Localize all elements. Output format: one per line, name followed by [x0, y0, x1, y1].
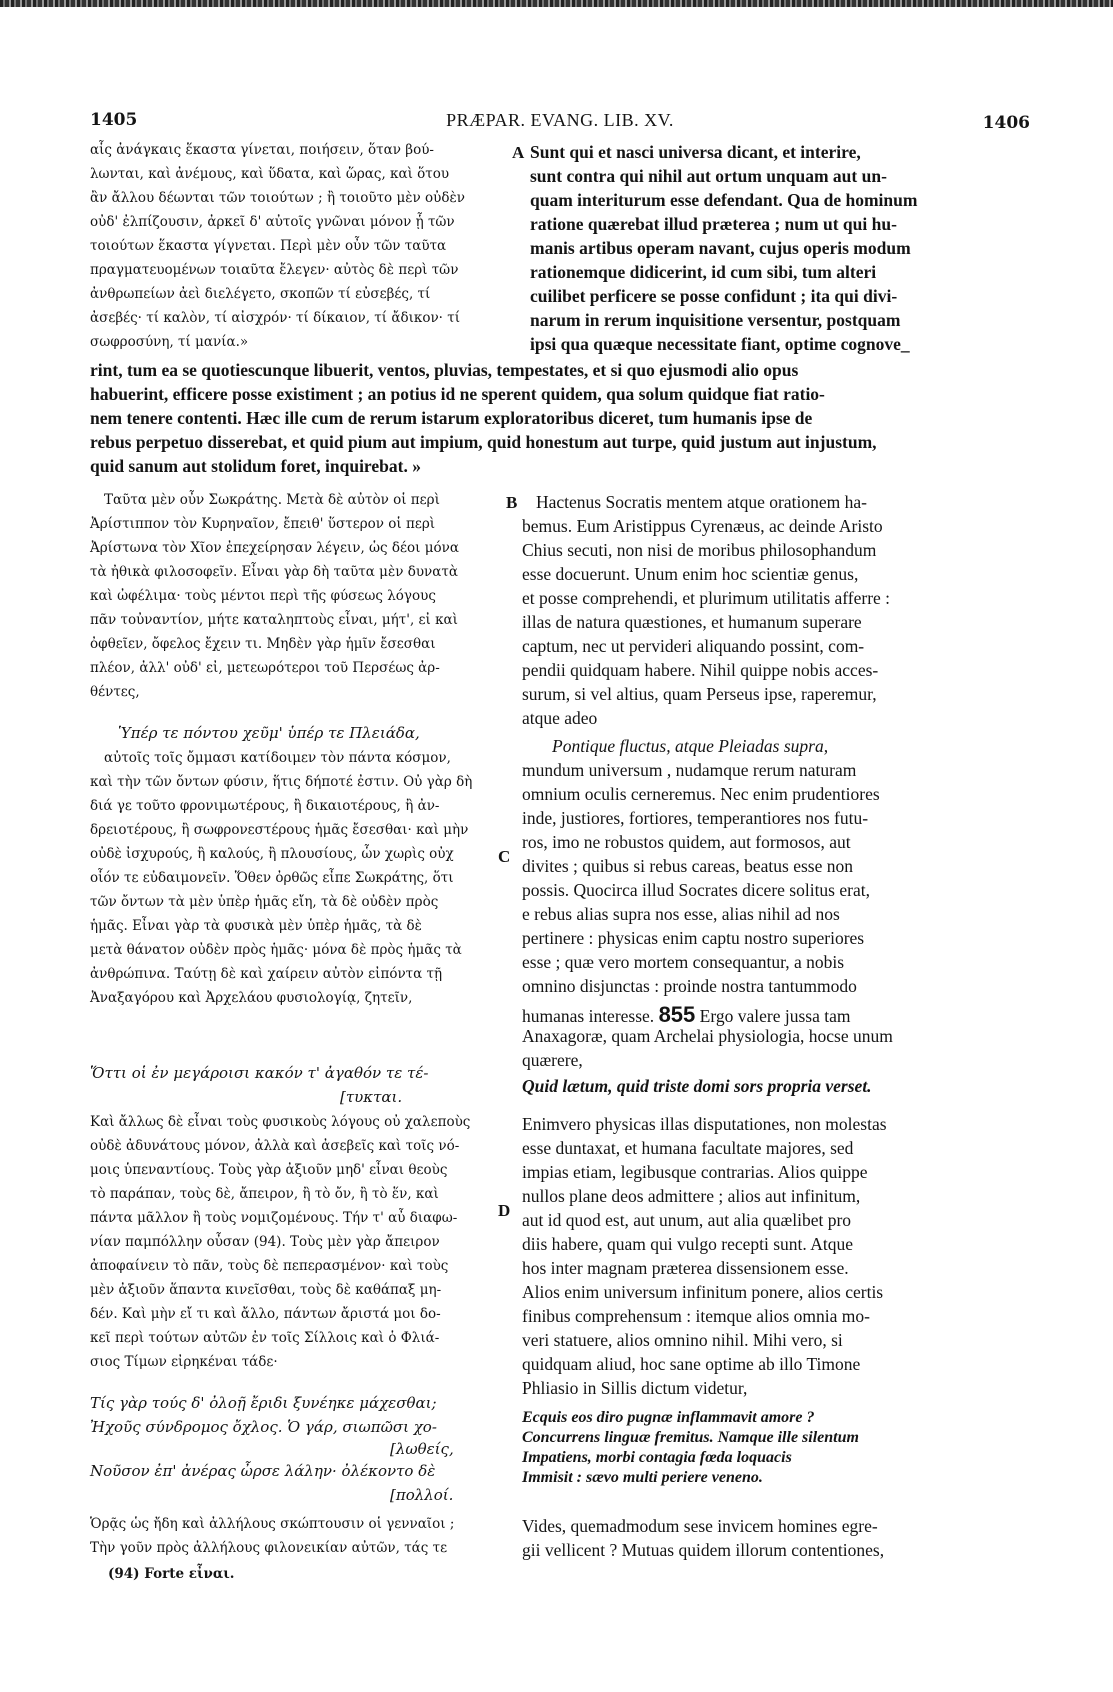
latin-line: finibus comprehensum : itemque alios omnia mo-: [522, 1306, 870, 1326]
latin-line: quidquam aliud, hoc sane optime ab illo Timone: [522, 1354, 861, 1374]
page-number-right: 1406: [982, 113, 1030, 133]
latin-line: aut id quod est, aut unum, aut alia quælibet pro: [522, 1210, 852, 1230]
latin-verse: Pontique fluctus, atque Pleiadas supra,: [552, 736, 829, 756]
greek-line: δέν. Καὶ μὴν εἴ τι καὶ ἄλλο, πάντων ἄριστά μοι δο-: [90, 1306, 441, 1322]
latin-line: omnino disjunctas : proinde nostra tantummodo: [522, 976, 857, 996]
latin-line: atque adeo: [522, 708, 598, 728]
latin-line: captum, nec ut pervideri aliquando possint, com-: [522, 636, 865, 656]
latin-line: mundum universum , nudamque rerum naturam: [522, 760, 857, 780]
scan-top-edge: [0, 0, 1113, 7]
greek-line: λωνται, καὶ ἀνέμους, καὶ ὕδατα, καὶ ὥρας, καὶ ὅτου: [90, 166, 450, 182]
greek-line: νίαν παμπόλλην οὖσαν (94). Τοὺς μὲν γὰρ ἄπειρον: [90, 1234, 440, 1250]
section-marker-a: A: [512, 143, 525, 162]
greek-line: πάντα μᾶλλον ἢ τοὺς νομιζομένους. Τήν τ' αὖ διαφω-: [90, 1210, 458, 1226]
latin-line: esse ; quæ vero mortem consequantur, a nobis: [522, 952, 845, 972]
greek-line: σωφροσύνη, τί μανία.»: [90, 334, 249, 350]
greek-verse: [τυκται.: [340, 1088, 403, 1106]
greek-line: μετὰ θάνατον οὐδὲν πρὸς ἡμᾶς· μόνα δὲ πρὸς ἡμᾶς τὰ: [90, 942, 462, 958]
greek-verse: Ὅττι οἱ ἐν μεγάροισι κακόν τ' ἀγαθόν τε τέ-: [90, 1064, 429, 1082]
greek-line: ἀποφαίνειν τὸ πᾶν, τοὺς δὲ πεπερασμένον· καὶ τοὺς: [90, 1258, 449, 1274]
greek-line: αὐτοῖς τοῖς ὄμμασι κατίδοιμεν τὸν πάντα κόσμον,: [104, 750, 451, 766]
latin-line: Phliasio in Sillis dictum videtur,: [522, 1378, 748, 1398]
greek-line: πραγματευομένων τοιαῦτα ἔλεγεν· αὐτὸς δὲ περὶ τῶν: [90, 262, 459, 278]
greek-line: πλέον, ἀλλ' οὐδ' εἰ, μετεωρότεροι τοῦ Περσέως ἀρ-: [90, 660, 440, 676]
latin-verse: Impatiens, morbi contagia fœda loquacis: [522, 1449, 792, 1466]
latin-line: narum in rerum inquisitione versentur, postquam: [530, 310, 901, 330]
latin-verse: Concurrens linguæ fremitus. Namque ille silentum: [522, 1429, 859, 1446]
greek-verse: Τίς γὰρ τούς δ' ὀλοῇ ἔριδι ξυνέηκε μάχεσθαι;: [90, 1394, 437, 1412]
latin-verse: Immisit : sævo multi periere veneno.: [522, 1469, 763, 1486]
greek-line: Ἀρίστωνα τὸν Χῖον ἐπεχείρησαν λέγειν, ὡς δέοι μόνα: [90, 540, 459, 556]
greek-line: τῶν ὄντων τὰ μὲν ὑπὲρ ἡμᾶς εἴη, τὰ δὲ οὐδὲν πρὸς: [90, 894, 439, 910]
latin-line: ipsi qua quæque necessitate fiant, optime cognove_: [530, 334, 910, 354]
greek-line: ἂν ἄλλου δέωνται τῶν τοιούτων ; ἢ τοιοῦτο μὲν οὐδὲν: [90, 190, 465, 206]
greek-line: μοις ὑπεναντίους. Τοὺς γὰρ ἀξιοῦν μηδ' εἶναι θεοὺς: [90, 1162, 448, 1178]
greek-line: ἀνθρωπείων ἀεὶ διελέγετο, σκοπῶν τί εὐσεβές, τί: [90, 286, 431, 302]
greek-line: Τὴν γοῦν πρὸς ἀλλήλους φιλονεικίαν αὐτῶν, τάς τε: [90, 1540, 448, 1556]
latin-line: nem tenere contenti. Hæc ille cum de rerum istarum exploratoribus diceret, tum humanis ipse de: [90, 408, 813, 428]
latin-line: ros, imo ne robustos quidem, aut formosos, aut: [522, 832, 851, 852]
greek-line: ἀνθρώπινα. Ταύτῃ δὲ καὶ χαίρειν αὐτὸν εἰπόντα τῇ: [90, 966, 443, 982]
greek-line: οἷόν τε εὐδαιμονεῖν. Ὅθεν ὀρθῶς εἶπε Σωκράτης, ὅτι: [90, 870, 454, 886]
latin-line: nullos plane deos admittere ; alios aut infinitum,: [522, 1186, 861, 1206]
latin-line: divites ; quibus si rebus careas, beatus esse non: [522, 856, 853, 876]
section-marker-c: C: [498, 847, 511, 866]
greek-verse: Νοῦσον ἐπ' ἀνέρας ὦρσε λάλην· ὀλέκοντο δὲ: [90, 1462, 436, 1480]
greek-line: κεῖ περὶ τούτων αὐτῶν ἐν τοῖς Σίλλοις καὶ ὁ Φλιά-: [90, 1330, 440, 1346]
greek-line: ἡμᾶς. Εἶναι γὰρ τὰ φυσικὰ μὲν ὑπὲρ ἡμᾶς, τὰ δὲ: [90, 918, 422, 934]
running-head: [90, 110, 1030, 136]
edition-page-marker: 855: [658, 1002, 696, 1027]
latin-line: manis artibus operam navant, cujus operis modum: [530, 238, 911, 258]
greek-verse: Ἠχοῦς σύνδρομος ὄχλος. Ὁ γάρ, σιωπῶσι χο-: [90, 1418, 437, 1436]
greek-verse: Ὑπέρ τε πόντου χεῦμ' ὑπέρ τε Πλειάδα,: [118, 724, 420, 742]
latin-line: rint, tum ea se quotiescunque libuerit, ventos, pluvias, tempestates, et si quo ejusmodi alio opus: [90, 360, 799, 380]
latin-line: surum, si vel altius, quam Perseus ipse, raperemur,: [522, 684, 877, 704]
greek-line: θέντες,: [90, 684, 140, 700]
greek-line: μὲν ἀξιοῦν ἅπαντα κινεῖσθαι, τοὺς δὲ καθάπαξ μη-: [90, 1282, 442, 1298]
greek-line: Καὶ ἄλλως δὲ εἶναι τοὺς φυσικοὺς λόγους οὐ χαλεποὺς: [90, 1114, 471, 1130]
latin-line: Enimvero physicas illas disputationes, non molestas: [522, 1114, 887, 1134]
greek-line: σιος Τίμων εἰρηκέναι τάδε·: [90, 1354, 278, 1370]
greek-line: Ὁρᾷς ὡς ἤδη καὶ ἀλλήλους σκώπτουσιν οἱ γενναῖοι ;: [90, 1516, 455, 1532]
latin-line: rationemque didicerint, id cum sibi, tum alteri: [530, 262, 877, 282]
latin-line: Sunt qui et nasci universa dicant, et interire,: [530, 142, 861, 162]
greek-line: διά γε τοῦτο φρονιμωτέρους, ἢ δικαιοτέρους, ἢ ἀν-: [90, 798, 440, 814]
latin-line: diis habere, quam qui vulgo recepti sunt. Atque: [522, 1234, 853, 1254]
page-number-left: 1405: [90, 110, 138, 130]
latin-line: Hactenus Socratis mentem atque orationem ha-: [536, 492, 867, 512]
latin-line: illas de natura quæstiones, et humanum superare: [522, 612, 862, 632]
greek-line: τὸ παράπαν, τοὺς δὲ, ἄπειρον, ἢ τὸ ὄν, ἢ τὸ ἕν, καὶ: [90, 1186, 439, 1202]
greek-line: Ἀρίστιππον τὸν Κυρηναῖον, ἔπειθ' ὕστερον οἱ περὶ: [90, 516, 436, 532]
greek-line: δρειοτέρους, ἢ σωφρονεστέρους ἡμᾶς ἔσεσθαι· καὶ μὴν: [90, 822, 469, 838]
latin-line: et posse comprehendi, et plurimum utilitatis afferre :: [522, 588, 891, 608]
latin-text: humanas interesse.: [522, 1006, 655, 1026]
latin-line: rebus perpetuo disserebat, et quid pium aut impium, quid honestum aut turpe, quid justum aut injustum,: [90, 432, 877, 452]
latin-line: e rebus alias supra nos esse, alias nihil ad nos: [522, 904, 840, 924]
greek-line: οὐδὲ ἀδυνάτους μόνον, ἀλλὰ καὶ ἀσεβεῖς καὶ τοῖς νό-: [90, 1138, 460, 1154]
latin-line: bemus. Eum Aristippus Cyrenæus, ac deinde Aristo: [522, 516, 883, 536]
latin-line: esse duntaxat, et humana facultate majores, sed: [522, 1138, 854, 1158]
latin-line: quam interiturum esse defendant. Qua de hominum: [530, 190, 918, 210]
running-title: PRÆPAR. EVANG. LIB. XV.: [446, 110, 674, 130]
latin-line: habuerint, efficere posse existiment ; an potius id ne sperent quidem, qua solum quidque fiat ratio-: [90, 384, 825, 404]
latin-line: pendii quidquam habere. Nihil quippe nobis acces-: [522, 660, 879, 680]
latin-verse: Quid lætum, quid triste domi sors propria verset.: [522, 1076, 872, 1096]
greek-line: Ἀναξαγόρου καὶ Ἀρχελάου φυσιολογίᾳ, ζητεῖν,: [90, 990, 413, 1006]
latin-line: omnium oculis cerneremus. Nec enim prudentiores: [522, 784, 880, 804]
latin-line: Anaxagoræ, quam Archelai physiologia, hocse unum: [522, 1026, 893, 1046]
latin-line: ratione quærebat illud præterea ; num ut qui hu-: [530, 214, 897, 234]
greek-line: πᾶν τοὐναντίον, μήτε καταληπτοὺς εἶναι, μήτ', εἰ καὶ: [90, 612, 458, 628]
greek-verse: [πολλοί.: [390, 1486, 454, 1504]
latin-text: Ergo valere jussa tam: [699, 1006, 851, 1026]
greek-line: ὀφθεῖεν, ὄφελος ἔχειν τι. Μηδὲν γὰρ ἡμῖν ἔσεσθαι: [90, 636, 436, 652]
greek-line: ἀσεβές· τί καλὸν, τί αἰσχρόν· τί δίκαιον, τί ἄδικον· τί: [90, 310, 461, 326]
greek-verse: [λωθείς,: [390, 1440, 454, 1458]
latin-line: esse docuerunt. Unum enim hoc scientiæ genus,: [522, 564, 859, 584]
section-marker-b: B: [506, 493, 518, 512]
greek-line: Ταῦτα μὲν οὖν Σωκράτης. Μετὰ δὲ αὐτὸν οἱ περὶ: [104, 492, 440, 508]
latin-line: Vides, quemadmodum sese invicem homines egre-: [522, 1516, 878, 1536]
latin-line: sunt contra qui nihil aut ortum unquam aut un-: [530, 166, 887, 186]
latin-line: quærere,: [522, 1050, 583, 1070]
greek-line: καὶ τὴν τῶν ὄντων φύσιν, ἥτις δήποτέ ἐστιν. Οὐ γὰρ δὴ: [90, 774, 473, 790]
latin-line: Alios enim universum infinitum ponere, alios certis: [522, 1282, 884, 1302]
latin-verse: Ecquis eos diro pugnæ inflammavit amore ?: [522, 1409, 815, 1426]
section-marker-d: D: [498, 1201, 511, 1220]
greek-line: τοιούτων ἕκαστα γίγνεται. Περὶ μὲν οὖν τῶν ταῦτα: [90, 238, 447, 254]
latin-line: hos inter magnam præterea dissensionem esse.: [522, 1258, 849, 1278]
greek-line: οὐδὲ ἰσχυρούς, ἢ καλούς, ἢ πλουσίους, ὧν χωρὶς οὐχ: [90, 846, 454, 862]
latin-line: veri statuere, alios omnino nihil. Mihi vero, si: [522, 1330, 843, 1350]
greek-line: αἷς ἀνάγκαις ἕκαστα γίνεται, ποιήσειν, ὅταν βού-: [90, 142, 434, 158]
latin-line: Chius secuti, non nisi de moribus philosophandum: [522, 540, 877, 560]
greek-line: τὰ ἠθικὰ φιλοσοφεῖν. Εἶναι γὰρ δὴ ταῦτα μὲν δυνατὰ: [90, 564, 458, 580]
greek-line: καὶ ὠφέλιμα· τοὺς μέντοι περὶ τῆς φύσεως λόγους: [90, 588, 436, 604]
latin-line: possis. Quocirca illud Socrates dicere solitus erat,: [522, 880, 870, 900]
latin-line: gii vellicent ? Mutuas quidem illorum contentiones,: [522, 1540, 885, 1560]
footnote: (94) Forte εἶναι.: [108, 1566, 235, 1582]
latin-line: inde, justiores, fortiores, temperantiores nos futu-: [522, 808, 869, 828]
latin-line: [522, 1004, 850, 1026]
latin-line: quid sanum aut stolidum foret, inquirebat. »: [90, 456, 421, 476]
latin-line: pertinere : physicas enim captu nostro superiores: [522, 928, 865, 948]
greek-line: οὐδ' ἐλπίζουσιν, ἀρκεῖ δ' αὐτοῖς γνῶναι μόνον ᾗ τῶν: [90, 214, 455, 230]
latin-line: impias etiam, legibusque contrarias. Alios quippe: [522, 1162, 868, 1182]
latin-line: cuilibet perficere se posse confidunt ; ita qui divi-: [530, 286, 898, 306]
